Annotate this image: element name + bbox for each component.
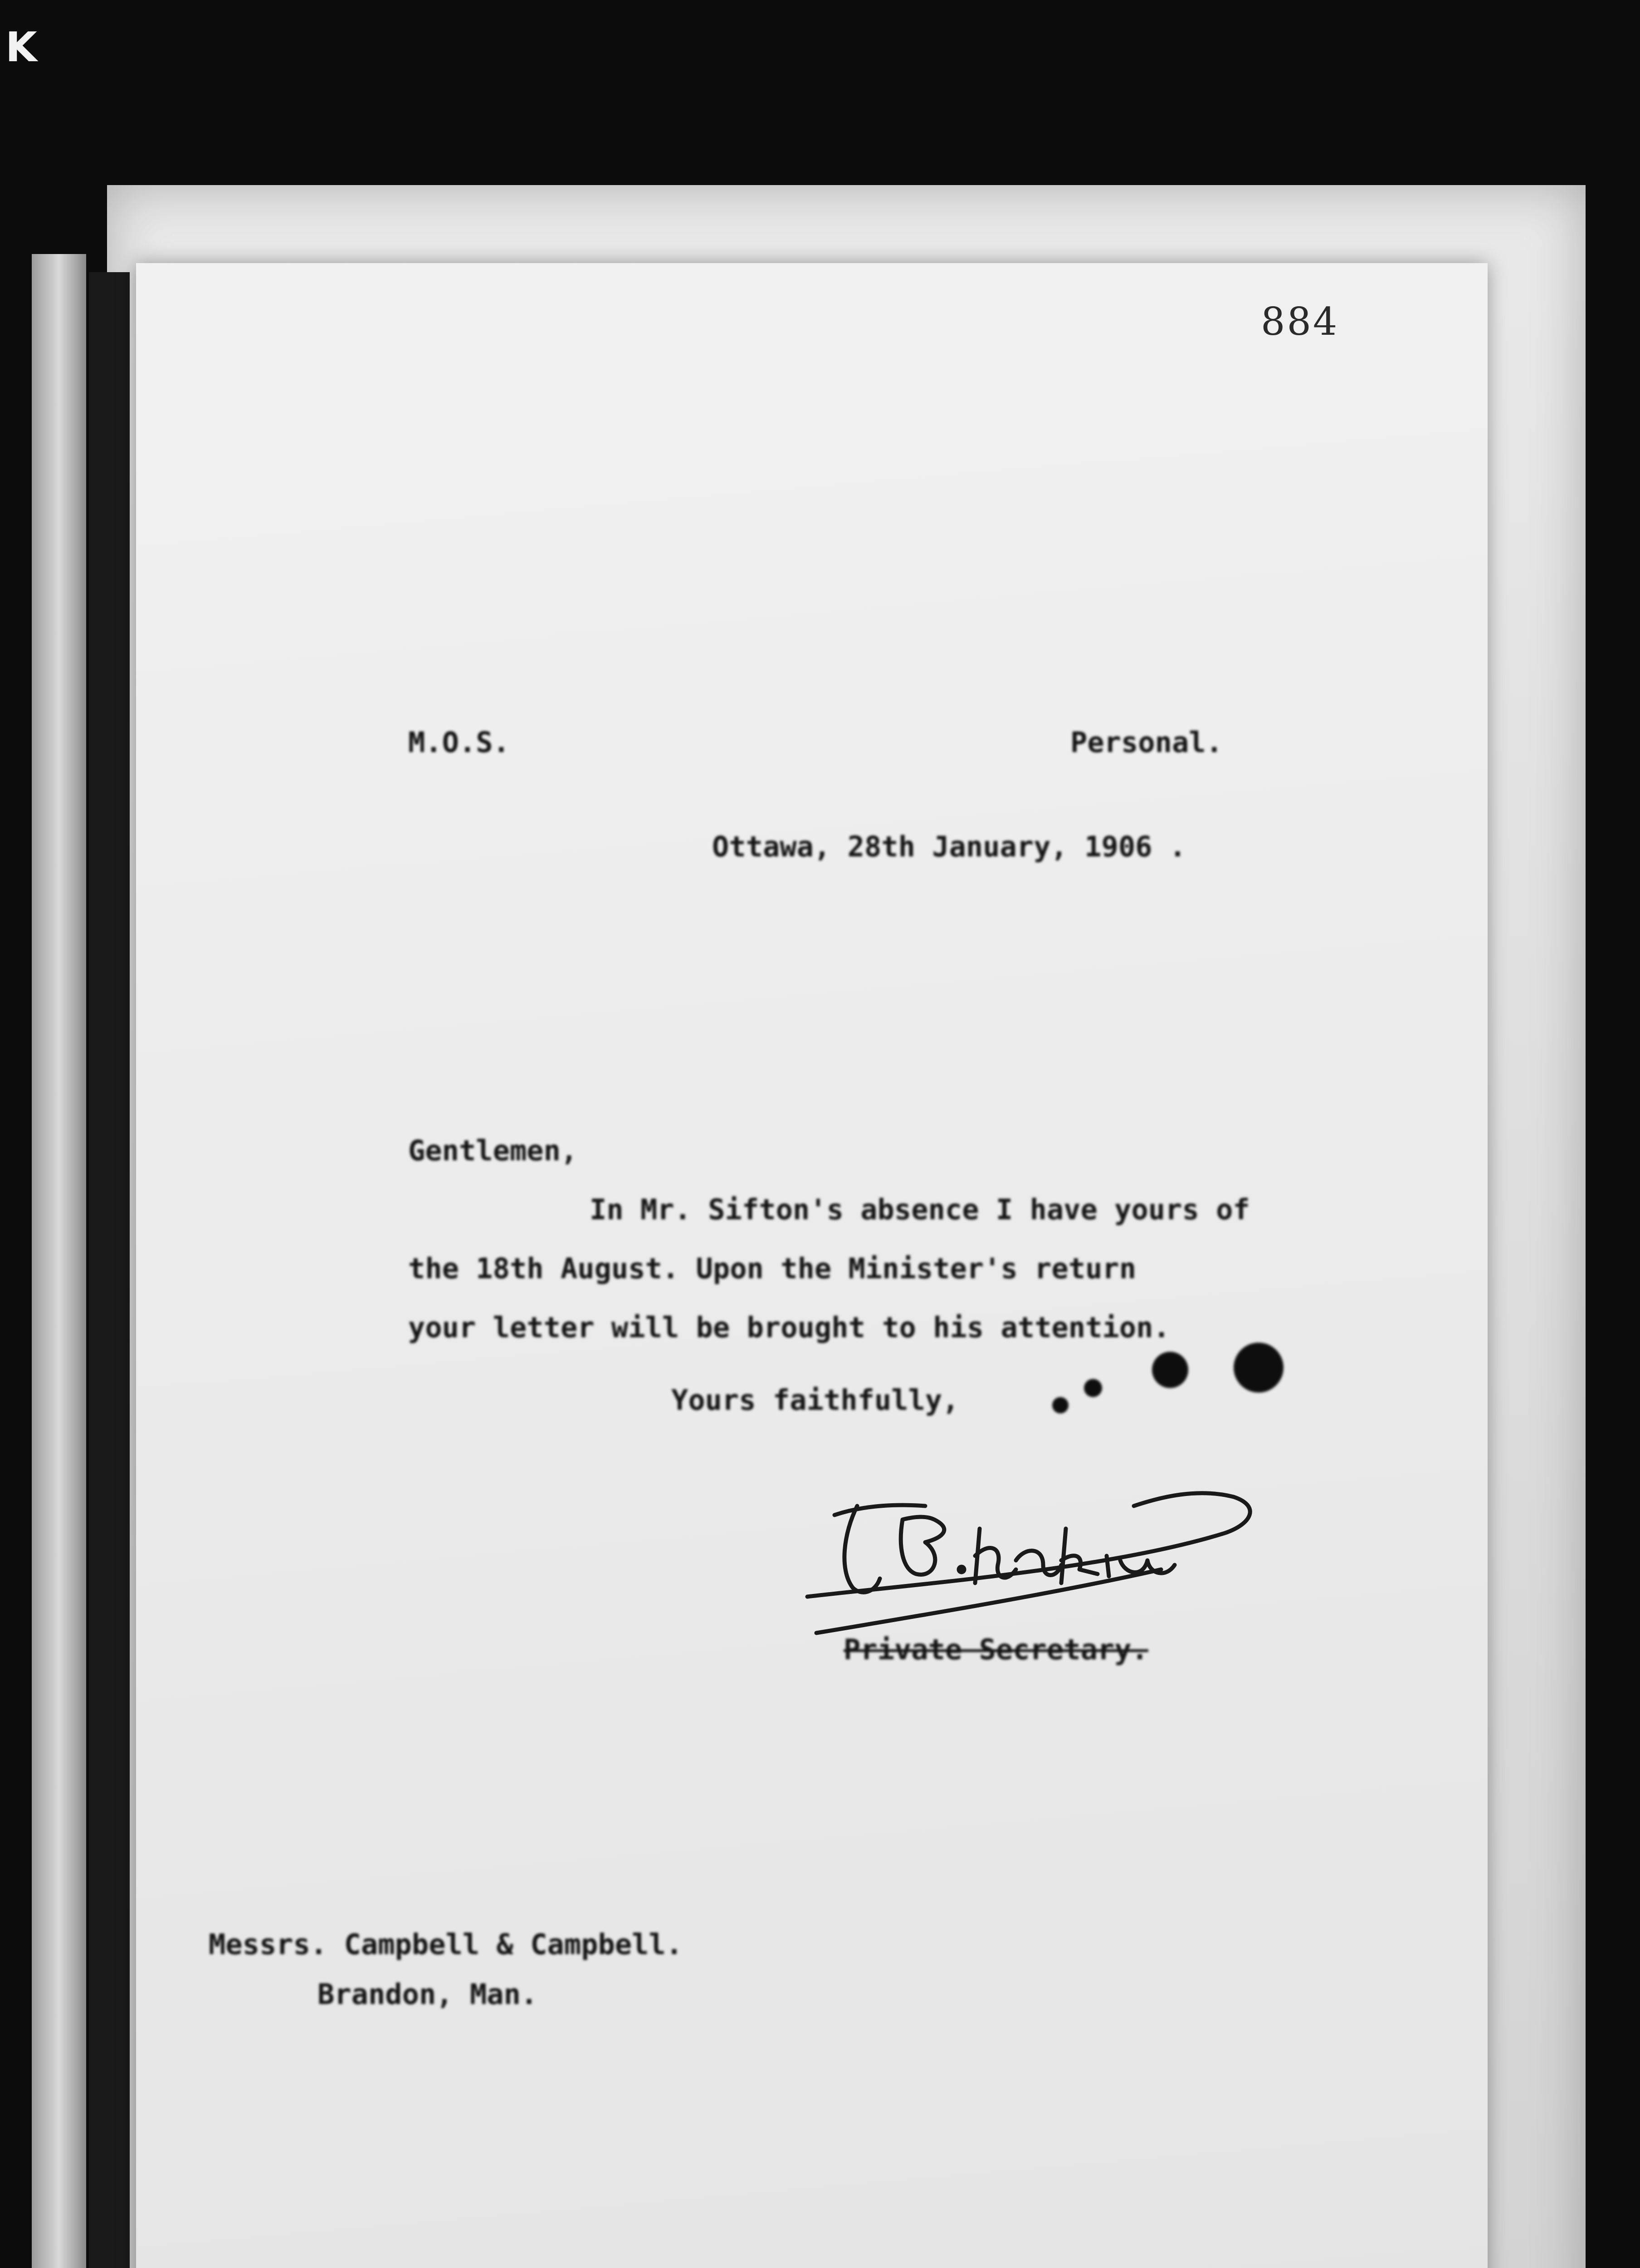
body-line: In Mr. Sifton's absence I have yours of — [590, 1193, 1250, 1226]
salutation: Gentlemen, — [408, 1134, 578, 1167]
classification-label: Personal. — [1070, 726, 1223, 759]
letter-page — [136, 263, 1488, 2268]
ink-blot — [1084, 1379, 1102, 1397]
left-shadow-strip — [89, 272, 130, 2268]
body-line: your letter will be brought to his attention. — [408, 1311, 1170, 1344]
left-page-edge — [32, 254, 86, 2268]
closing: Yours faithfully, — [671, 1383, 959, 1417]
corner-mark: K — [5, 24, 37, 71]
dateline: Ottawa, 28th January, 1906 . — [712, 830, 1186, 863]
body-line: the 18th August. Upon the Minister's return — [408, 1252, 1137, 1285]
ink-blot — [1234, 1343, 1284, 1393]
signer-title: Private Secretary. — [844, 1633, 1148, 1666]
page-number: 884 — [1261, 299, 1339, 344]
ink-blot — [1152, 1352, 1188, 1388]
addressee-line: Messrs. Campbell & Campbell. — [209, 1928, 683, 1961]
addressee-line: Brandon, Man. — [317, 1978, 538, 2011]
reference-code: M.O.S. — [408, 726, 510, 759]
ink-blot — [1052, 1397, 1069, 1413]
handwritten-signature — [789, 1479, 1270, 1642]
